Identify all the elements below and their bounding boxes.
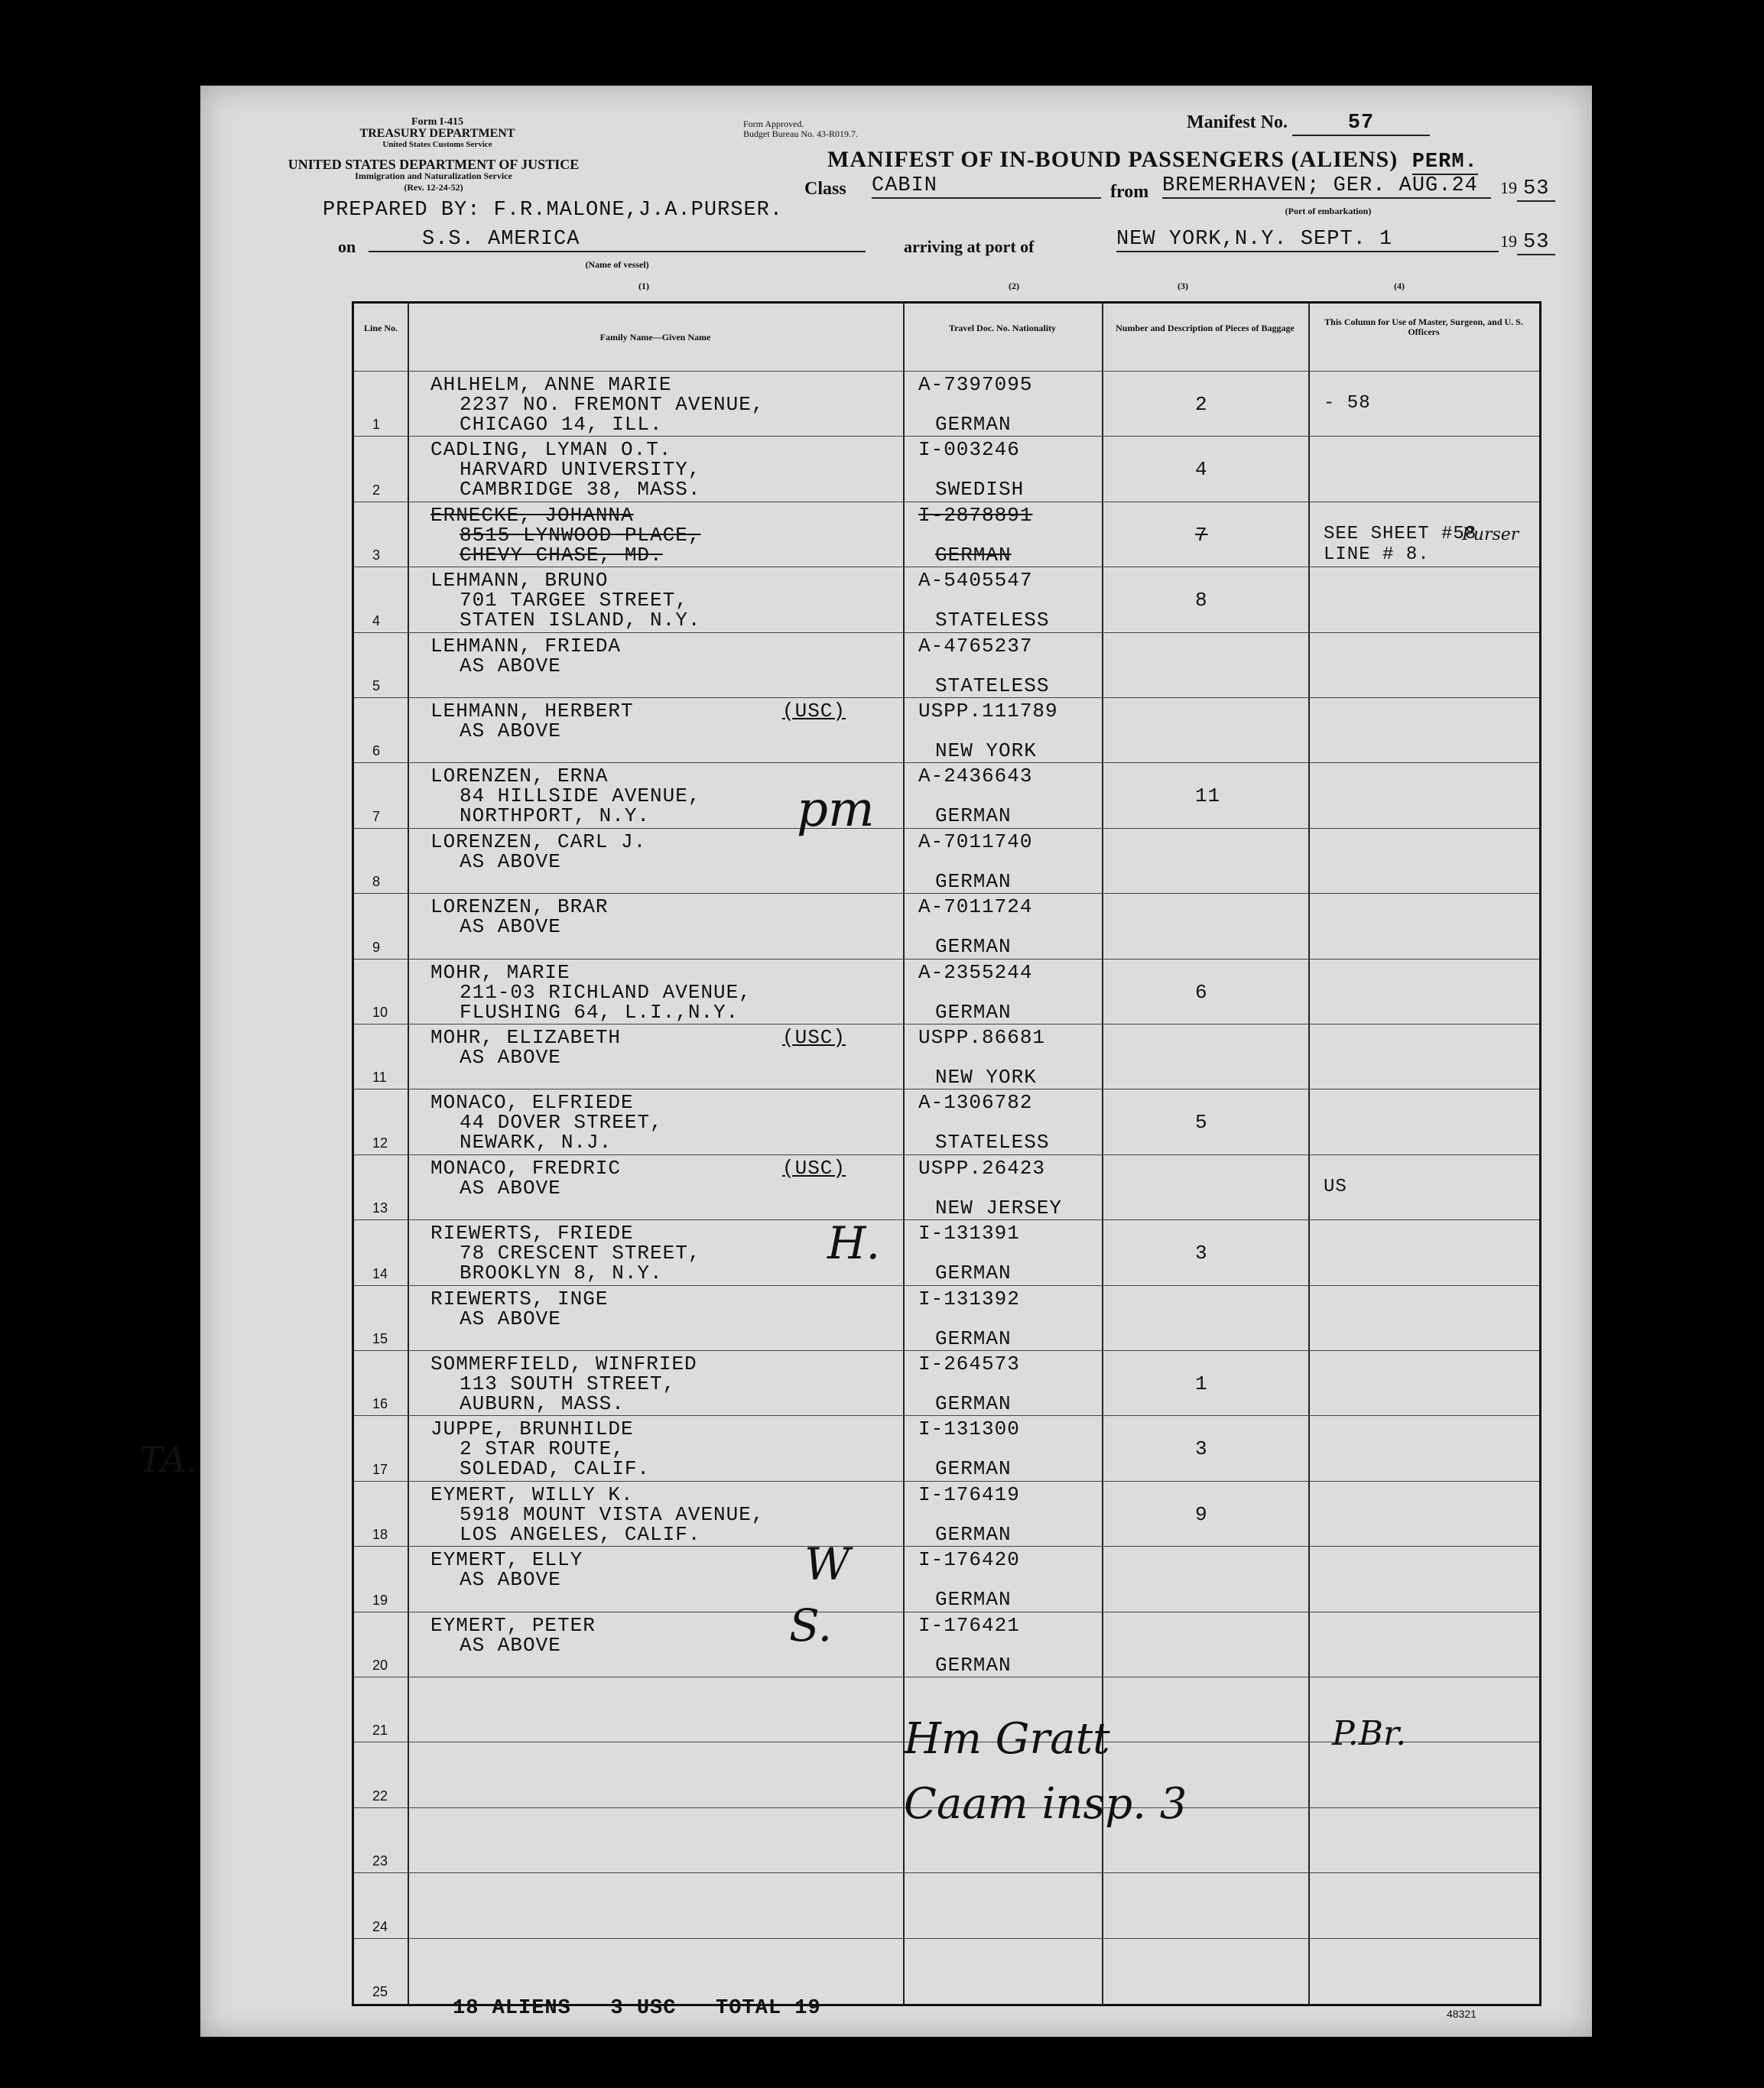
class-value: CABIN <box>872 174 1101 199</box>
usc-mark: (USC) <box>782 1026 846 1049</box>
from-label: from <box>1110 182 1149 202</box>
travel-doc-no: USPP.26423 <box>918 1156 1046 1180</box>
baggage-count: 5 <box>1195 1111 1208 1135</box>
table-row <box>354 959 1539 1025</box>
usc-mark: (USC) <box>782 700 846 723</box>
table-row <box>354 762 1539 828</box>
line-number: 12 <box>372 1135 388 1151</box>
nationality: GERMAN <box>935 935 1012 959</box>
baggage-count: 9 <box>1195 1502 1208 1526</box>
travel-doc-no: A-7397095 <box>918 373 1033 396</box>
line-number: 16 <box>372 1396 388 1412</box>
manifest-number <box>1187 112 1430 136</box>
nationality: NEW YORK <box>935 1066 1037 1089</box>
address-line-2: CAMBRIDGE 38, MASS. <box>460 478 701 502</box>
passenger-name: MOHR, MARIE <box>430 960 570 984</box>
arrival-year-prefix: 19 <box>1500 232 1517 251</box>
footer-total: 18 ALIENS 3 USC TOTAL 19 <box>453 1997 821 2020</box>
line-number: 11 <box>372 1070 387 1086</box>
passenger-name: MONACO, ELFRIEDE <box>430 1091 634 1115</box>
line-number: 21 <box>372 1723 388 1739</box>
passenger-name: ERNECKE, JOHANNA <box>430 503 634 527</box>
nationality: GERMAN <box>935 1522 1012 1546</box>
handwritten-ta: TA. <box>139 1439 198 1480</box>
col2-number: (2) <box>1009 281 1019 291</box>
arrival-port: NEW YORK,N.Y. SEPT. 1 <box>1116 228 1499 252</box>
address-line-2: SOLEDAD, CALIF. <box>460 1457 651 1481</box>
travel-doc-no: I-003246 <box>918 438 1020 462</box>
address-line-1: 5918 MOUNT VISTA AVENUE, <box>460 1502 765 1526</box>
passenger-name: SOMMERFIELD, WINFRIED <box>430 1352 697 1375</box>
address-line-2: LOS ANGELES, CALIF. <box>460 1522 701 1546</box>
approval-block <box>743 119 927 139</box>
address-line-1: AS ABOVE <box>460 1307 561 1330</box>
prepared-by: PREPARED BY: F.R.MALONE,J.A.PURSER. <box>323 199 784 222</box>
baggage-count: 11 <box>1195 784 1221 808</box>
signature-1: Hm Gratt <box>904 1714 1110 1764</box>
form-approved: Form Approved. <box>743 119 804 129</box>
header-line-no: Line No. <box>363 323 398 333</box>
table-row <box>354 1350 1539 1416</box>
nationality: GERMAN <box>935 543 1012 567</box>
line-number: 17 <box>372 1461 388 1477</box>
line-number: 13 <box>372 1200 388 1216</box>
page-title <box>827 147 1478 174</box>
line-number: 15 <box>372 1330 388 1346</box>
line-number: 6 <box>372 743 381 759</box>
table-row <box>354 1612 1539 1677</box>
line-number: 23 <box>372 1853 388 1869</box>
handwritten-purser: Purser <box>1462 525 1519 544</box>
baggage-count: 3 <box>1195 1242 1208 1265</box>
passenger-name: RIEWERTS, INGE <box>430 1287 609 1310</box>
justice-dept-block <box>262 159 606 193</box>
revision: (Rev. 12-24-52) <box>404 182 463 193</box>
handwritten-h: H. <box>827 1217 881 1269</box>
baggage-count: 3 <box>1195 1437 1208 1461</box>
officer-note: - 58 <box>1324 393 1371 414</box>
travel-doc-no: A-5405547 <box>918 569 1033 593</box>
header-officers: This Column for Use of Master, Surgeon, and U. S. Officers <box>1324 317 1523 337</box>
table-row <box>354 1285 1539 1351</box>
baggage-count: 2 <box>1195 393 1208 416</box>
line-number: 18 <box>372 1527 388 1543</box>
address-line-2: CHEVY CHASE, MD. <box>460 543 663 567</box>
passenger-name: LEHMANN, BRUNO <box>430 569 609 593</box>
travel-doc-no: A-4765237 <box>918 634 1033 658</box>
address-line-1: AS ABOVE <box>460 1633 561 1657</box>
table-row <box>354 828 1539 894</box>
address-line-1: AS ABOVE <box>460 1176 561 1200</box>
address-line-1: 78 CRESCENT STREET, <box>460 1242 701 1265</box>
vessel-caption: (Name of vessel) <box>585 259 649 270</box>
table-row <box>354 436 1539 502</box>
signature-pb: P.Br. <box>1332 1714 1407 1753</box>
line-number: 25 <box>372 1983 388 1999</box>
address-line-2: CHICAGO 14, ILL. <box>460 413 663 436</box>
nationality: STATELESS <box>935 609 1050 632</box>
line-number: 20 <box>372 1657 388 1673</box>
address-line-2: FLUSHING 64, L.I.,N.Y. <box>460 1000 739 1024</box>
baggage-count: 7 <box>1195 523 1208 547</box>
line-number: 14 <box>372 1265 388 1281</box>
travel-doc-no: I-176420 <box>918 1548 1020 1572</box>
form-number: Form I-415 <box>411 116 464 128</box>
table-row <box>354 1154 1539 1220</box>
line-number: 4 <box>372 612 381 628</box>
line-number: 5 <box>372 677 381 693</box>
passenger-name: EYMERT, PETER <box>430 1613 596 1637</box>
travel-doc-no: I-131391 <box>918 1222 1020 1245</box>
travel-doc-no: A-2355244 <box>918 960 1033 984</box>
travel-doc-no: A-1306782 <box>918 1091 1033 1115</box>
class-row <box>804 179 846 200</box>
line-number: 19 <box>372 1592 388 1608</box>
baggage-count: 4 <box>1195 458 1208 482</box>
travel-doc-no: USPP.86681 <box>918 1026 1046 1049</box>
nationality: GERMAN <box>935 1653 1012 1677</box>
baggage-count: 8 <box>1195 589 1208 612</box>
address-line-1: HARVARD UNIVERSITY, <box>460 458 701 482</box>
perm-mark: PERM. <box>1412 151 1478 174</box>
footer-code: 48321 <box>1447 2008 1476 2020</box>
table-row <box>354 893 1539 959</box>
address-line-2: STATEN ISLAND, N.Y. <box>460 609 701 632</box>
nationality: GERMAN <box>935 1000 1012 1024</box>
from-year <box>1500 177 1555 200</box>
col1-number: (1) <box>638 281 649 291</box>
nationality: GERMAN <box>935 1392 1012 1415</box>
handwritten-pm: pm <box>797 781 875 838</box>
line-number: 24 <box>372 1918 388 1934</box>
line-number: 2 <box>372 482 381 498</box>
table-row <box>354 632 1539 698</box>
nationality: GERMAN <box>935 1327 1012 1350</box>
line-number: 1 <box>372 417 381 433</box>
travel-doc-no: A-7011740 <box>918 830 1033 853</box>
port-embark-caption: (Port of embarkation) <box>1285 206 1372 216</box>
table-row <box>354 371 1539 437</box>
address-line-1: AS ABOVE <box>460 849 561 873</box>
treasury-dept: TREASURY DEPARTMENT <box>359 127 515 140</box>
passenger-name: CADLING, LYMAN O.T. <box>430 438 672 462</box>
address-line-1: AS ABOVE <box>460 1046 561 1069</box>
travel-doc-no: I-176421 <box>918 1613 1020 1637</box>
nationality: GERMAN <box>935 413 1012 436</box>
line-number: 10 <box>372 1004 388 1020</box>
baggage-count: 6 <box>1195 980 1208 1004</box>
passenger-name: LORENZEN, CARL J. <box>430 830 647 853</box>
table-row <box>354 1415 1539 1481</box>
year-prefix: 19 <box>1500 178 1517 197</box>
header-baggage: Number and Description of Pieces of Baggage <box>1116 323 1295 333</box>
header-travel-doc: Travel Doc. No. Nationality <box>948 323 1057 333</box>
passenger-name: AHLHELM, ANNE MARIE <box>430 373 672 396</box>
handwritten-s: S. <box>789 1599 833 1651</box>
ins-service: Immigration and Naturalization Service <box>355 170 512 181</box>
officer-note: SEE SHEET #58 LINE # 8. <box>1324 523 1477 565</box>
nationality: NEW YORK <box>935 739 1037 762</box>
manifest-value: 57 <box>1292 112 1430 136</box>
col3-number: (3) <box>1178 281 1188 291</box>
on-label: on <box>338 237 356 256</box>
table-row <box>354 567 1539 632</box>
address-line-1: 211-03 RICHLAND AVENUE, <box>460 980 752 1004</box>
table-row <box>354 1481 1539 1547</box>
table-row <box>354 1024 1539 1089</box>
passenger-name: LEHMANN, FRIEDA <box>430 634 622 658</box>
line-number: 3 <box>372 547 381 563</box>
nationality: GERMAN <box>935 1457 1012 1481</box>
travel-doc-no: A-7011724 <box>918 895 1033 919</box>
table-row <box>354 1219 1539 1285</box>
usc-mark: (USC) <box>782 1156 846 1180</box>
address-line-1: 2 STAR ROUTE, <box>460 1437 625 1461</box>
address-line-1: 44 DOVER STREET, <box>460 1111 663 1135</box>
handwritten-w: W <box>804 1538 850 1590</box>
travel-doc-no: A-2436643 <box>918 765 1033 788</box>
address-line-1: 84 HILLSIDE AVENUE, <box>460 784 701 808</box>
header-name: Family Name—Given Name <box>599 332 711 343</box>
travel-doc-no: I-176419 <box>918 1482 1020 1506</box>
customs-service: United States Customs Service <box>382 140 492 149</box>
table-row <box>354 1089 1539 1154</box>
address-line-1: AS ABOVE <box>460 1568 561 1592</box>
passenger-name: JUPPE, BRUNHILDE <box>430 1417 634 1441</box>
vessel-name: S.S. AMERICA <box>369 228 866 252</box>
form-dept-block <box>323 116 552 151</box>
travel-doc-no: USPP.111789 <box>918 700 1058 723</box>
table-row <box>354 1938 1539 2004</box>
line-number: 8 <box>372 874 381 890</box>
address-line-1: AS ABOVE <box>460 719 561 742</box>
nationality: GERMAN <box>935 869 1012 893</box>
address-line-2: NEWARK, N.J. <box>460 1131 612 1154</box>
passenger-name: MONACO, FREDRIC <box>430 1156 622 1180</box>
year-value: 53 <box>1517 177 1555 202</box>
passenger-name: LEHMANN, HERBERT <box>430 700 634 723</box>
manifest-title: MANIFEST OF IN-BOUND PASSENGERS (ALIENS) <box>827 147 1399 172</box>
table-row <box>354 502 1539 567</box>
address-line-1: 701 TARGEE STREET, <box>460 589 688 612</box>
passenger-name: LORENZEN, ERNA <box>430 765 609 788</box>
nationality: GERMAN <box>935 1588 1012 1612</box>
officer-note: US <box>1324 1176 1347 1197</box>
address-line-2: BROOKLYN 8, N.Y. <box>460 1262 663 1285</box>
manifest-label: Manifest No. <box>1187 112 1288 132</box>
arriving-label: arriving at port of <box>904 237 1035 256</box>
passenger-name: RIEWERTS, FRIEDE <box>430 1222 634 1245</box>
baggage-count: 1 <box>1195 1372 1208 1395</box>
nationality: SWEDISH <box>935 478 1025 502</box>
justice-dept: UNITED STATES DEPARTMENT OF JUSTICE <box>288 157 580 172</box>
passenger-name: MOHR, ELIZABETH <box>430 1026 622 1049</box>
manifest-sheet <box>139 86 1592 2037</box>
line-number: 9 <box>372 939 381 955</box>
nationality: NEW JERSEY <box>935 1196 1063 1219</box>
budget-bureau: Budget Bureau No. 43-R019.7. <box>743 128 858 139</box>
class-label: Class <box>804 179 846 199</box>
address-line-1: 2237 NO. FREMONT AVENUE, <box>460 393 765 416</box>
table-row <box>354 1872 1539 1938</box>
line-number: 7 <box>372 808 381 824</box>
travel-doc-no: I-264573 <box>918 1352 1020 1375</box>
address-line-1: 8515 LYNWOOD PLACE, <box>460 523 701 547</box>
travel-doc-no: I-131392 <box>918 1287 1020 1310</box>
address-line-2: AUBURN, MASS. <box>460 1392 625 1415</box>
travel-doc-no: I-131300 <box>918 1417 1020 1441</box>
passenger-name: LORENZEN, BRAR <box>430 895 609 919</box>
address-line-2: NORTHPORT, N.Y. <box>460 804 651 828</box>
nationality: GERMAN <box>935 1262 1012 1285</box>
passenger-name: EYMERT, ELLY <box>430 1548 583 1572</box>
nationality: STATELESS <box>935 1131 1050 1154</box>
signature-2: Caam insp. 3 <box>904 1779 1187 1829</box>
table-row <box>354 697 1539 763</box>
travel-doc-no: I-2878891 <box>918 503 1033 527</box>
table-row <box>354 1546 1539 1612</box>
arrival-year-value: 53 <box>1517 231 1555 255</box>
col4-number: (4) <box>1394 281 1405 291</box>
nationality: GERMAN <box>935 804 1012 828</box>
address-line-1: 113 SOUTH STREET, <box>460 1372 676 1395</box>
arrival-year <box>1500 231 1555 254</box>
nationality: STATELESS <box>935 674 1050 697</box>
passenger-name: EYMERT, WILLY K. <box>430 1482 634 1506</box>
address-line-1: AS ABOVE <box>460 915 561 939</box>
from-value: BREMERHAVEN; GER. AUG.24 <box>1162 174 1491 199</box>
address-line-1: AS ABOVE <box>460 654 561 677</box>
line-number: 22 <box>372 1788 388 1804</box>
